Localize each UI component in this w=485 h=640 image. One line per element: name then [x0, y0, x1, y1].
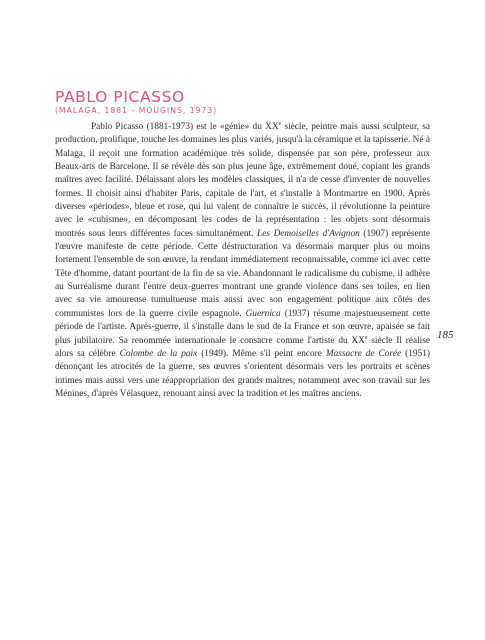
page-number: 185 — [437, 329, 454, 341]
text-run: siècle Il réalise alors sa célèbre — [55, 335, 430, 359]
text-run: siècle, peintre mais aussi sculpteur, sa production, prolifique, touche les domaines les plus variés, jusqu'à la céramique et la tapisserie. Né à Malaga, il reçoit une formation académique très solide, dispensée par son père, professeur aux Beaux-arts de Barcelone. Il se révèle dès son plus jeune âge, extrêmement doué, copiant les grands maîtres avec facilité. Délaissant alors les modèles classiques, il n'a de cesse d'inventer de nouvelles formes. Il choisit ainsi d'habiter Paris, capitale de l'art, et s'installe à Montmartre en 1900. Après diverses «périodes», bleue et rose, qui lui valent de connaître le succès, il révolutionne la peinture avec le «cubisme», en décomposant les codes de la représentation : les objets sont désormais montrés sous leurs différentes faces simultanément. — [55, 122, 430, 239]
artwork-title: Colombe de la paix — [119, 348, 198, 359]
text-run: Pablo Picasso (1881-1973) est le «génie» du XX — [91, 122, 279, 132]
text-run: (1937) résume majestueusement cette période de l'artiste. Après-guerre, il s'installe dans le sud de la France et son œuvre, apaisée se fait plus jubilatoire. Sa renommée internationale le consacre comme l'artiste du XX — [55, 308, 431, 346]
artwork-title: Guernica — [245, 308, 281, 319]
text-run: (1907) représente l'œuvre manifeste de cette période. Cette déstructuration va désormais marquer plus ou moins fortement l'ensemble de son œuvre, la rendant immédiatement reconnaissable, comme ici avec cette Tête d'homme, datant pourtant de la fin de sa vie. Abandonnant le radicalisme du cubisme, il adhère au Surréalisme durant l'entre deux-guerres montrant une grande violence dans ses toiles, en lien avec sa vie amoureuse tumultueuse mais aussi avec son engagement politique aux côtés des communistes lors de la guerre civile espagnole. — [55, 228, 430, 319]
artwork-title: Les Demoiselles d'Avignon — [257, 228, 360, 239]
superscript: e — [278, 120, 282, 127]
artwork-title: Massacre de Corée — [325, 348, 402, 359]
biography-paragraph — [55, 121, 430, 401]
page-title: PABLO PICASSO — [55, 88, 185, 106]
text-run: (1949). Même s'il peint encore — [197, 348, 326, 359]
page-subtitle: (MALAGA, 1881 - MOUGINS, 1973) — [55, 106, 218, 115]
text-run: (1951) dénonçant les atrocités de la guerre, ses œuvres s'orientent désormais vers les portraits et scènes intimes mais aussi vers une réappropriation des grands maîtres, notamment avec son travail sur les Ménines, d'après Vélasquez, renouant ainsi avec la tradition et les maîtres anciens. — [55, 348, 430, 399]
superscript: e — [364, 334, 368, 341]
